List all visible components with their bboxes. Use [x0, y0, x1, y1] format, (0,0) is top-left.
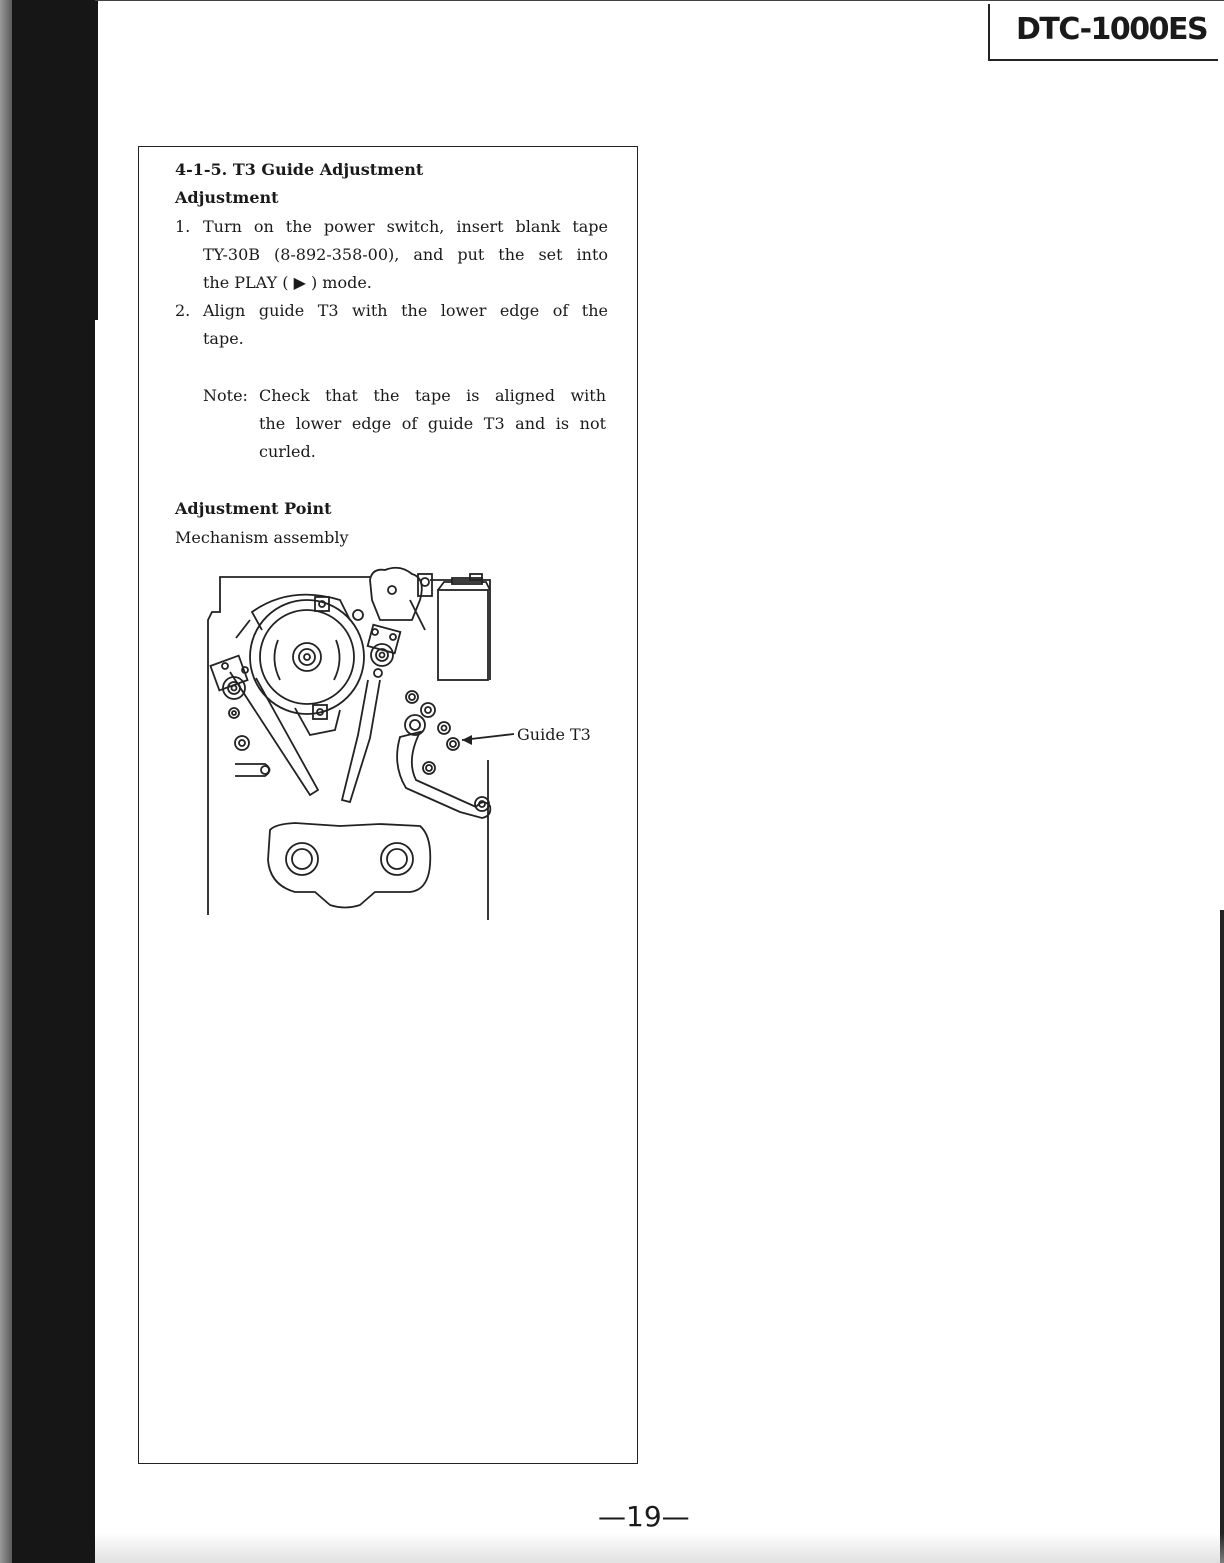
- step-line: tape.: [203, 329, 244, 348]
- step-number: 2.: [175, 301, 191, 320]
- mechanism-diagram: [200, 560, 620, 920]
- step-line: Turn on the power switch, insert blank tape: [203, 217, 608, 236]
- step-line: the PLAY ( ▶ ) mode.: [203, 273, 372, 292]
- scan-shadow: [95, 1533, 1224, 1563]
- adjustment-heading: Adjustment: [175, 188, 279, 207]
- binding-lip: [88, 0, 98, 320]
- step-number: 1.: [175, 217, 191, 236]
- top-rule: [95, 0, 1224, 1]
- page-number: —19—: [598, 1500, 690, 1533]
- guide-t3-callout: Guide T3: [517, 725, 591, 744]
- note-line: the lower edge of guide T3 and is not: [259, 414, 606, 433]
- model-title: DTC-1000ES: [1016, 12, 1208, 47]
- page-edge: [1220, 910, 1224, 1563]
- adjustment-point-heading: Adjustment Point: [175, 499, 332, 518]
- binding-edge: [0, 0, 12, 1563]
- binding-strip: [0, 0, 95, 1563]
- step-line: TY-30B (8-892-358-00), and put the set into: [203, 245, 608, 264]
- adjustment-point-text: Mechanism assembly: [175, 528, 349, 547]
- step-line: Align guide T3 with the lower edge of the: [203, 301, 608, 320]
- note-label: Note:: [203, 386, 248, 405]
- section-title: 4-1-5. T3 Guide Adjustment: [175, 160, 424, 179]
- note-line: Check that the tape is aligned with: [259, 386, 606, 405]
- note-line: curled.: [259, 442, 316, 461]
